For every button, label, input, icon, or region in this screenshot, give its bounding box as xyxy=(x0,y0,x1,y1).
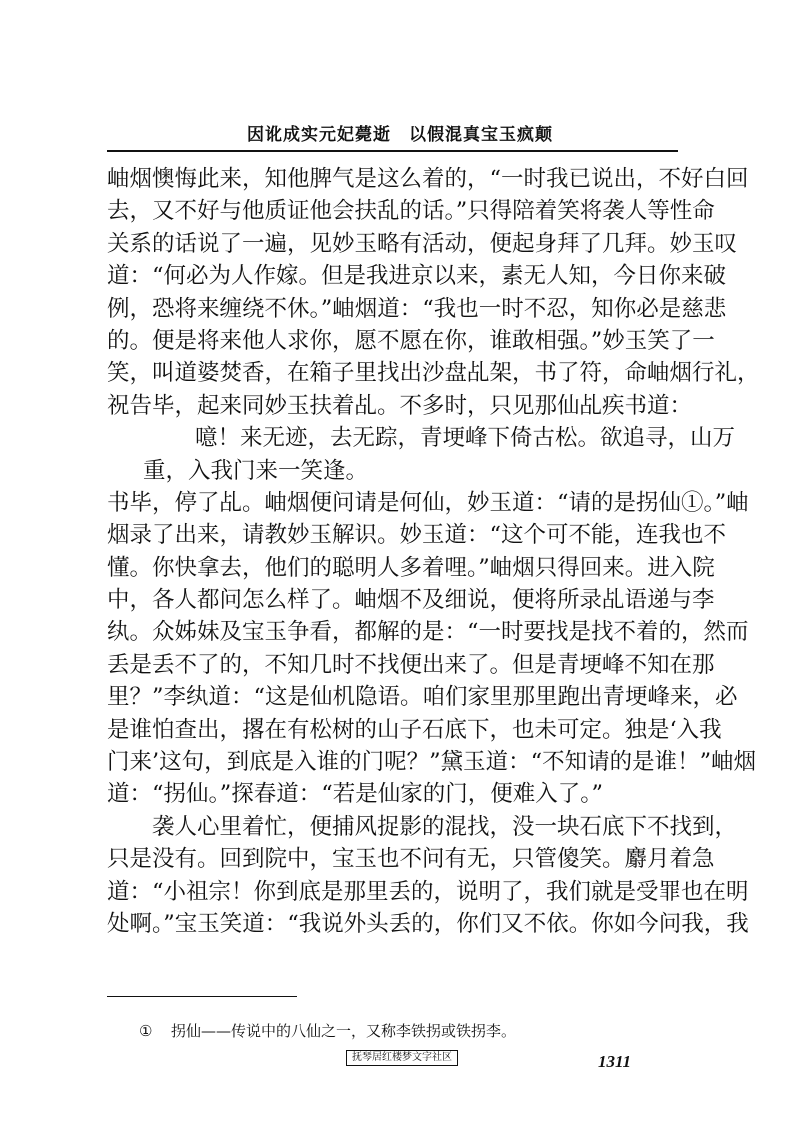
text-line: 是谁怕查出，撂在有松树的山子石底下，也未可定。独是‘入我 xyxy=(107,716,722,743)
text-line: 道：“拐仙。”探春道：“若是仙家的门，便难入了。” xyxy=(107,781,604,808)
text-line: 处啊。”宝玉笑道：“我说外头丢的，你们又不依。你如今问我，我 xyxy=(107,910,749,937)
source-stamp: 抚琴居红楼梦文字社区 xyxy=(346,1050,458,1066)
text-line: 书毕，停了乩。岫烟便问请是何仙，妙玉道：“请的是拐仙①。”岫 xyxy=(107,489,749,516)
text-line: 关系的话说了一遍，见妙玉略有活动，便起身拜了几拜。妙玉叹 xyxy=(107,230,738,257)
text-line: 只是没有。回到院中，宝玉也不问有无，只管傻笑。麝月着急 xyxy=(107,846,715,873)
text-line: 笑，叫道婆焚香，在箱子里找出沙盘乩架，书了符，命岫烟行礼， xyxy=(107,360,760,387)
verse-line-1: 噫！来无迹，去无踪，青埂峰下倚古松。欲追寻，山万 xyxy=(195,425,736,452)
text-line: 去，又不好与他质证他会扶乱的话。”只得陪着笑将袭人等性命 xyxy=(107,198,715,225)
page-number: 1311 xyxy=(598,1052,632,1071)
footnote-mark: ① xyxy=(139,1022,153,1040)
text-line: 例，恐将来缠绕不休。”岫烟道：“我也一时不忍，知你必是慈悲 xyxy=(107,295,727,322)
text-line: 祝告毕，起来同妙玉扶着乩。不多时，只见那仙乩疾书道： xyxy=(107,392,693,419)
text-line: 道：“何必为人作嫁。但是我进京以来，素无人知，今日你来破 xyxy=(107,263,727,290)
text-line: 袭人心里着忙，便捕风捉影的混找，没一块石底下不找到， xyxy=(107,813,738,840)
text-line: 纨。众姊妹及宝玉争看，都解的是：“一时要找是找不着的，然而 xyxy=(107,619,749,646)
text-line: 懂。你快拿去，他们的聪明人多着哩。”岫烟只得回来。进入院 xyxy=(107,554,715,581)
text-line: 里？”李纨道：“这是仙机隐语。咱们家里那里跑出青埂峰来，必 xyxy=(107,684,738,711)
footnote-rule xyxy=(107,996,297,997)
verse-line-2: 重，入我门来一笑逢。 xyxy=(143,457,369,484)
text-line: 岫烟懊悔此来，知他脾气是这么着的，“一时我已说出，不好白回 xyxy=(107,166,749,192)
footnote-text: 拐仙——传说中的八仙之一，又称李铁拐或铁拐李。 xyxy=(171,1022,517,1040)
text-line: 烟录了出来，请教妙玉解识。妙玉道：“这个可不能，连我也不 xyxy=(107,522,727,549)
footnote xyxy=(139,1020,516,1041)
text-line: 中，各人都问怎么样了。岫烟不及细说，便将所录乩语递与李 xyxy=(107,587,715,614)
text-line: 丢是丢不了的，不知几时不找便出来了。但是青埂峰不知在那 xyxy=(107,651,715,678)
text-line: 门来’这句，到底是入谁的门呢？”黛玉道：“不知请的是谁！”岫烟 xyxy=(107,749,757,776)
body-text xyxy=(107,163,760,940)
running-header: 因讹成实元妃薨逝 以假混真宝玉疯颠 xyxy=(247,125,553,145)
text-line: 的。便是将来他人求你，愿不愿在你，谁敢相强。”妙玉笑了一 xyxy=(107,327,715,354)
text-line: 道：“小祖宗！你到底是那里丢的，说明了，我们就是受罪也在明 xyxy=(107,878,749,905)
header-rule xyxy=(107,150,678,152)
